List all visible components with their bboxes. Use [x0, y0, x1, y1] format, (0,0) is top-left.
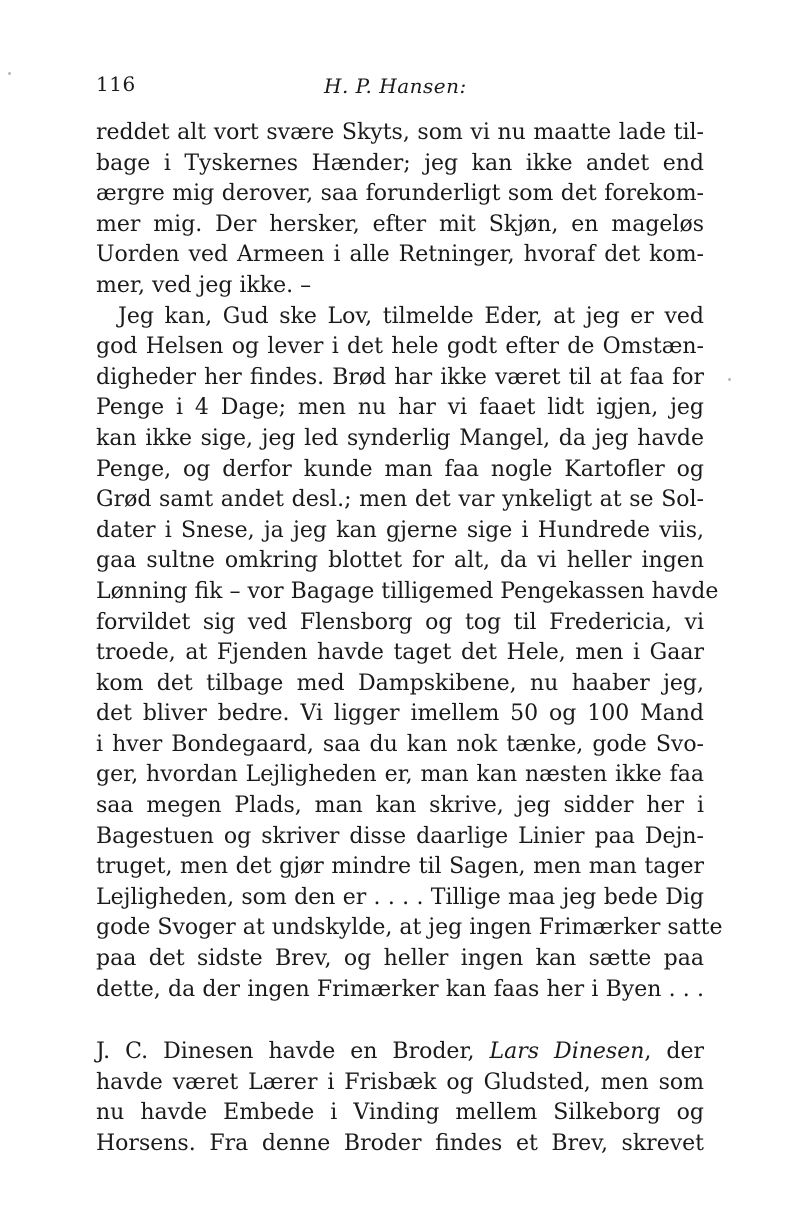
text-line: ger, hvordan Lejligheden er, man kan næsten ikke faa [96, 762, 704, 788]
page-header [96, 72, 704, 102]
text-line: Lejligheden, som den er . . . . Tillige maa jeg bede Dig [96, 884, 704, 910]
text-line: mer mig. Der hersker, efter mit Skjøn, en mageløs [96, 211, 704, 237]
text-line: paa det sidste Brev, og heller ingen kan sætte paa [96, 946, 704, 972]
paragraph-gap [96, 1005, 704, 1037]
print-speck [728, 378, 731, 381]
text-line: saa megen Plads, man kan skrive, jeg sidder her i [96, 793, 704, 819]
text-line: forvildet sig ved Flensborg og tog til Fredericia, vi [96, 609, 704, 635]
text-line: ærgre mig derover, saa forunderligt som det forekom‐ [96, 181, 704, 207]
text-line: Grød samt andet desl.; men det var ynkeligt at se Sol‐ [96, 487, 704, 513]
text-line: Jeg kan, Gud ske Lov, tilmelde Eder, at jeg er ved [118, 303, 704, 329]
text-line: Penge i 4 Dage; men nu har vi faaet lidt igjen, jeg [96, 395, 704, 421]
text-line: dette, da der ingen Frimærker kan faas her i Byen . . . [96, 976, 704, 1002]
text-line: nu havde Embede i Vinding mellem Silkeborg og [96, 1100, 704, 1126]
text-line: gaa sultne omkring blottet for alt, da vi heller ingen [96, 548, 704, 574]
running-head: H. P. Hansen: [324, 74, 467, 98]
page-number: 116 [96, 72, 136, 96]
text-segment: J. C. Dinesen havde en Broder, [96, 1039, 490, 1065]
body-text [96, 118, 723, 1160]
text-segment: , der [644, 1039, 704, 1065]
text-line: dater i Snese, ja jeg kan gjerne sige i Hundrede viis, [96, 517, 704, 543]
text-line: gode Svoger at undskylde, at jeg ingen Frimærker satte [96, 915, 723, 941]
text-line: truget, men det gjør mindre til Sagen, men man tager [96, 854, 704, 880]
text-line: Penge, og derfor kunde man faa nogle Kartofler og [96, 456, 704, 482]
text-line: reddet alt vort svære Skyts, som vi nu maatte lade til‐ [96, 120, 704, 145]
text-line: kan ikke sige, jeg led synderlig Mangel, da jeg havde [96, 425, 704, 451]
text-line: Horsens. Fra denne Broder findes et Brev, skrevet [96, 1131, 704, 1156]
text-line: i hver Bondegaard, saa du kan nok tænke, gode Svo‐ [96, 731, 704, 757]
text-line: havde været Lærer i Frisbæk og Gludsted, men som [96, 1069, 704, 1095]
text-line: mer, ved jeg ikke. – [96, 272, 312, 298]
text-line: Bagestuen og skriver disse daarlige Linier paa Dejn‐ [96, 823, 704, 849]
text-line: Uorden ved Armeen i alle Retninger, hvoraf det kom‐ [96, 242, 704, 268]
text-line: det bliver bedre. Vi ligger imellem 50 og 100 Mand [96, 701, 704, 727]
text-line: troede, at Fjenden havde taget det Hele, men i Gaar [96, 640, 704, 666]
print-speck [8, 72, 11, 75]
text-line: bage i Tyskernes Hænder; jeg kan ikke andet end [96, 150, 704, 176]
text-line: Lønning fik – vor Bagage tilligemed Pengekassen havde [96, 578, 719, 604]
person-name: Lars Dinesen [489, 1039, 645, 1065]
text-line [96, 1037, 704, 1068]
text-line: digheder her findes. Brød har ikke været til at faa for [96, 364, 704, 390]
text-line: god Helsen og lever i det hele godt efter de Omstæn‐ [96, 334, 704, 360]
text-line: kom det tilbage med Dampskibene, nu haaber jeg, [96, 670, 704, 696]
